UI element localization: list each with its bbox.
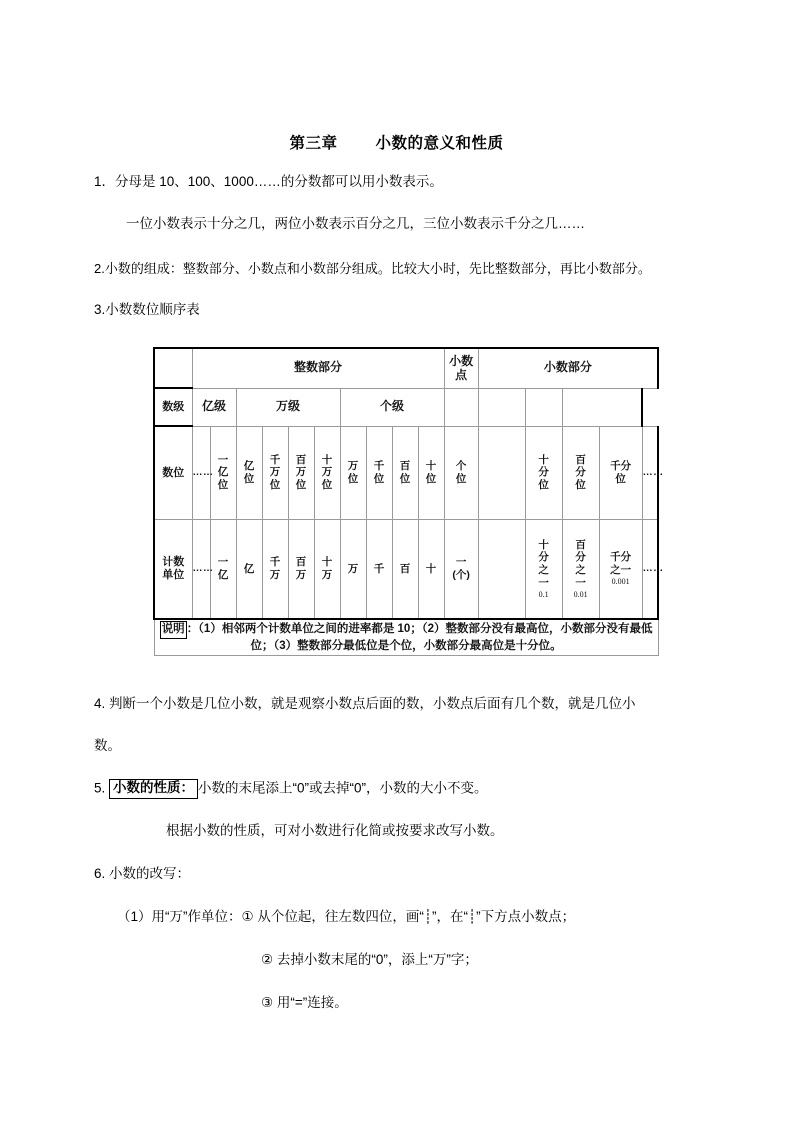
unit-cell-qian: 千: [366, 520, 392, 620]
header-decimal-part: 小数部分: [478, 348, 658, 388]
unit-cell-shifen: 十 分 之 一 0.1: [525, 520, 562, 620]
digit-decimal-point-blank: [478, 426, 525, 520]
unit-cell-bai: 百: [392, 520, 418, 620]
title-main: 小数的意义和性质: [375, 135, 504, 152]
unit-decimal-point-blank: [478, 520, 525, 620]
table-row-digit: [154, 426, 658, 520]
header-decimal-point: [444, 348, 478, 388]
table-row-note: [154, 619, 658, 656]
table-row-top-headers: [154, 348, 658, 388]
table-row-unit: [154, 520, 658, 620]
level-decimal-blank-1: [478, 388, 525, 426]
title-chapter: 第三章: [289, 135, 338, 152]
item-1-line-2: 一位小数表示十分之几，两位小数表示百分之几，三位小数表示千分之几……: [126, 216, 585, 231]
level-decimal-blank-3: [562, 388, 642, 426]
item-5-boxed-term: 小数的性质：: [109, 779, 198, 799]
corner-cell: [154, 348, 192, 388]
header-decimal-point-text: 小数点: [449, 353, 474, 383]
digit-cell-shi: 十 位: [418, 426, 444, 520]
level-decimal-point-blank: [444, 388, 478, 426]
table-row-level: [154, 388, 658, 426]
note-text: ：（1）相邻两个计数单位之间的进率都是 10；（2）整数部分没有最高位，小数部分没有最低位；（3）整数部分最低位是个位，小数部分最高位是十分位。: [186, 623, 653, 652]
item-5-sub: 根据小数的性质，可对小数进行化简或按要求改写小数。: [166, 823, 504, 838]
item-5-text: 小数的末尾添上“0”或去掉“0”，小数的大小不变。: [198, 780, 488, 796]
level-yi: 亿级: [192, 388, 236, 426]
item-6-sub-3: ③ 用“=”连接。: [261, 995, 348, 1010]
unit-cell-yiyi: 一 亿: [210, 520, 236, 620]
page-title: [0, 131, 793, 153]
item-3: 3.小数数位顺序表: [94, 302, 200, 317]
item-6-sub-1: （1）用“万”作单位：① 从个位起，往左数四位，画“┊”，在“┊”下方点小数点；: [117, 909, 576, 924]
digit-cell-baiwan: 百 万 位: [288, 426, 314, 520]
item-2: 2.小数的组成：整数部分、小数点和小数部分组成。比较大小时，先比整数部分，再比小数部分。: [94, 261, 651, 276]
unit-cell-shi: 十: [418, 520, 444, 620]
item-6-sub-2: ② 去掉小数末尾的“0”，添上“万”字；: [261, 952, 478, 967]
unit-decimal-tail-ellipsis: ……: [642, 520, 658, 620]
digit-cell-ellipsis: ……: [192, 426, 210, 520]
digit-cell-ge: 个 位: [444, 426, 478, 520]
digit-cell-qianfen: 千分 位: [599, 426, 642, 520]
digit-cell-wan: 万 位: [340, 426, 366, 520]
level-decimal-blank-2: [525, 388, 562, 426]
item-6: 6. 小数的改写：: [94, 866, 191, 881]
row-label-level: 数级: [154, 388, 192, 426]
unit-cell-baiwan: 百 万: [288, 520, 314, 620]
unit-cell-qianfen: 千分 之一 0.001: [599, 520, 642, 620]
unit-cell-yi: 亿: [236, 520, 262, 620]
decimal-place-value-table: [153, 347, 664, 656]
digit-cell-yi: 亿 位: [236, 426, 262, 520]
item-4-line-1: 4. 判断一个小数是几位小数，就是观察小数点后面的数，小数点后面有几个数，就是几位小: [94, 696, 636, 711]
item-5: [94, 779, 488, 799]
row-label-digit: 数位: [154, 426, 192, 520]
digit-decimal-tail-ellipsis: ……: [642, 426, 658, 520]
digit-cell-qianwan: 千 万 位: [262, 426, 288, 520]
unit-cell-baifen: 百 分 之 一 0.01: [562, 520, 599, 620]
place-value-table: [153, 347, 664, 656]
digit-cell-baifen: 百 分 位: [562, 426, 599, 520]
unit-cell-qianwan: 千 万: [262, 520, 288, 620]
header-integer-part: 整数部分: [192, 348, 444, 388]
level-ge: 个级: [340, 388, 444, 426]
table-note-cell: [154, 619, 658, 656]
digit-cell-bai: 百 位: [392, 426, 418, 520]
row-label-unit: 计数 单位: [154, 520, 192, 620]
item-1-line-1: 1．分母是 10、100、1000……的分数都可以用小数表示。: [94, 174, 443, 189]
digit-cell-shiwan: 十 万 位: [314, 426, 340, 520]
digit-cell-shifen: 十 分 位: [525, 426, 562, 520]
digit-cell-qian: 千 位: [366, 426, 392, 520]
unit-cell-ge: 一 (个): [444, 520, 478, 620]
note-tag: 说明: [160, 621, 187, 639]
unit-cell-ellipsis: ……: [192, 520, 210, 620]
unit-cell-wan: 万: [340, 520, 366, 620]
level-wan: 万级: [236, 388, 340, 426]
item-5-number: 5.: [94, 780, 106, 796]
item-4-line-2: 数。: [94, 738, 121, 753]
unit-cell-shiwan: 十 万: [314, 520, 340, 620]
digit-cell-yiyi: 一 亿 位: [210, 426, 236, 520]
